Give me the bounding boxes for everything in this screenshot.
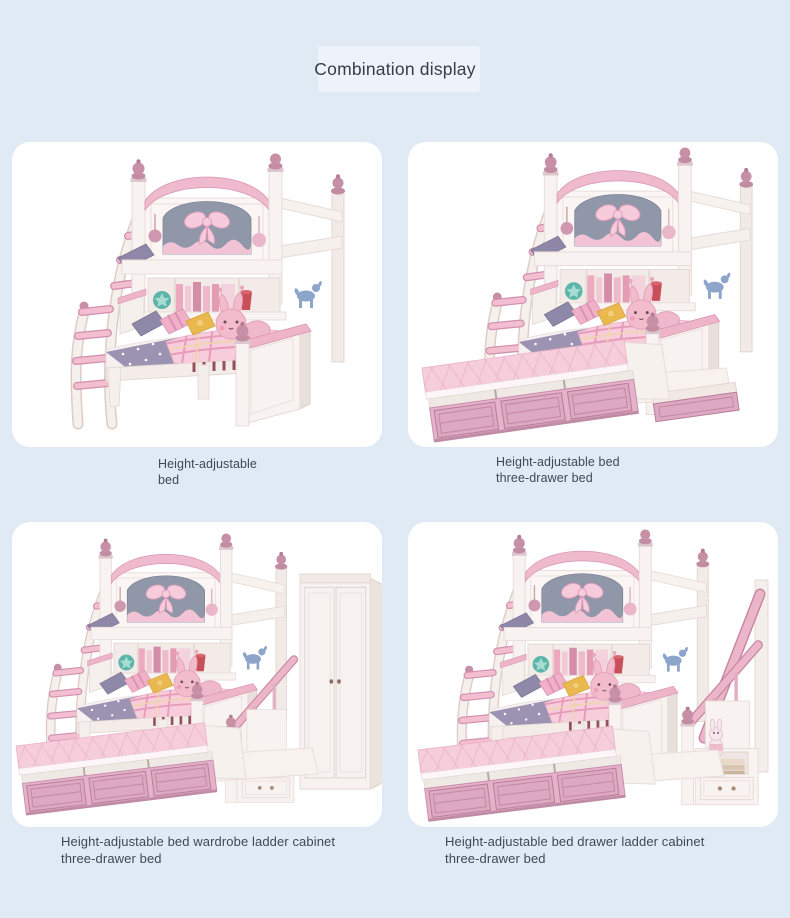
caption-line: Height-adjustable — [158, 457, 257, 471]
bunk-bed-stair-drawer-photo — [408, 522, 778, 827]
product-card-three-drawer-bed[interactable] — [408, 142, 778, 447]
caption-line: Height-adjustable bed — [496, 455, 620, 469]
caption-line: Height-adjustable bed drawer ladder cabinet — [445, 834, 705, 849]
three-drawer-trundle — [412, 334, 671, 444]
caption-line: Height-adjustable bed wardrobe ladder cabinet — [61, 834, 336, 849]
product-card-wardrobe-ladder-cabinet[interactable] — [12, 522, 382, 827]
product-card-height-adjustable-bed[interactable] — [12, 142, 382, 447]
bunk-bed-photo — [12, 142, 382, 447]
product-card-drawer-ladder-cabinet[interactable] — [408, 522, 778, 827]
bunk-bed-trundle-photo — [408, 142, 778, 447]
caption-wardrobe-ladder-cabinet — [61, 833, 335, 867]
caption-line: three-drawer bed — [496, 471, 593, 485]
caption-drawer-ladder-cabinet — [445, 833, 704, 867]
caption-height-adjustable-bed — [158, 456, 257, 488]
page-title: Combination display — [314, 59, 476, 79]
three-drawer-trundle — [408, 722, 656, 823]
bunk-bed-wardrobe-photo — [12, 522, 382, 827]
caption-line: three-drawer bed — [445, 851, 546, 866]
caption-three-drawer-bed — [496, 454, 620, 486]
caption-line: bed — [158, 473, 180, 487]
caption-line: three-drawer bed — [61, 851, 162, 866]
